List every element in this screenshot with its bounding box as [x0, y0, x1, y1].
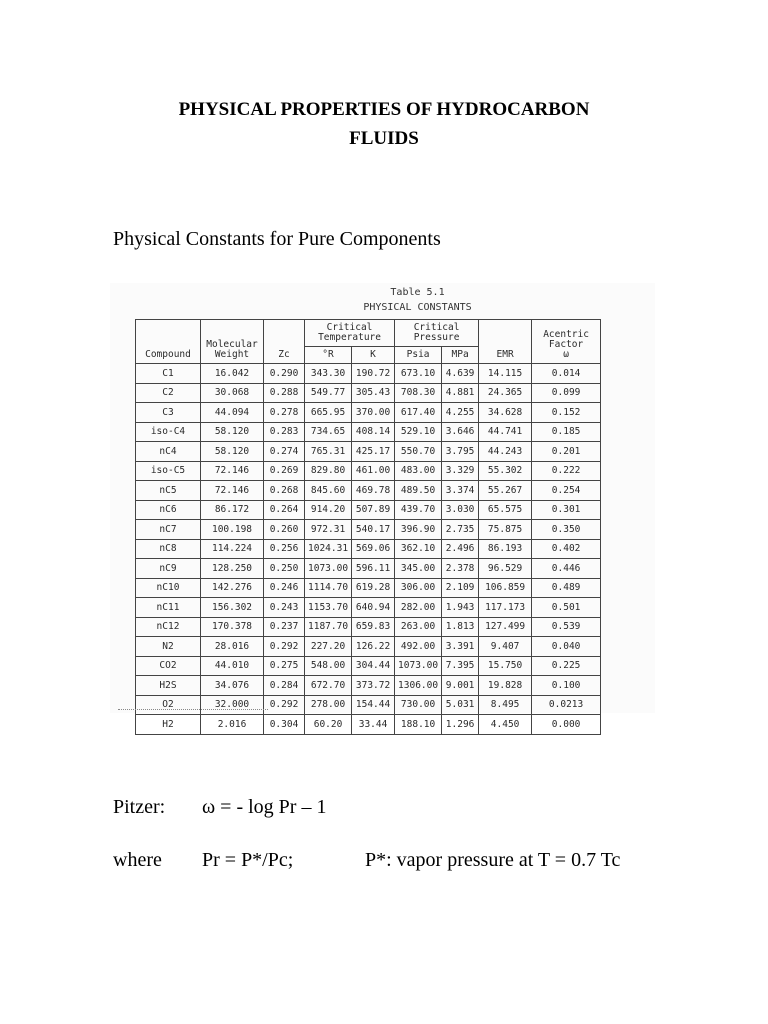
physical-constants-table — [135, 319, 601, 735]
cell-temp-r: 343.30 — [305, 364, 352, 384]
cell-emr: 9.407 — [479, 637, 532, 657]
cell-pressure-mpa: 3.391 — [442, 637, 479, 657]
cell-pressure-mpa: 1.943 — [442, 598, 479, 618]
cell-temp-k: 461.00 — [352, 461, 395, 481]
section-heading: Physical Constants for Pure Components — [113, 228, 441, 250]
cell-zc: 0.292 — [264, 695, 305, 715]
cell-molecular-weight: 72.146 — [201, 481, 264, 501]
cell-zc: 0.283 — [264, 422, 305, 442]
cell-pressure-mpa: 3.329 — [442, 461, 479, 481]
cell-molecular-weight: 128.250 — [201, 559, 264, 579]
cell-emr: 96.529 — [479, 559, 532, 579]
table-caption: Table 5.1 — [390, 287, 445, 298]
cell-temp-r: 1073.00 — [305, 559, 352, 579]
cell-acentric-factor: 0.222 — [532, 461, 601, 481]
cell-compound: nC11 — [136, 598, 201, 618]
cell-pressure-psia: 362.10 — [395, 539, 442, 559]
cell-molecular-weight: 32.000 — [201, 695, 264, 715]
cell-molecular-weight: 30.068 — [201, 383, 264, 403]
cell-emr: 106.859 — [479, 578, 532, 598]
table-row — [136, 598, 601, 618]
cell-zc: 0.264 — [264, 500, 305, 520]
cell-acentric-factor: 0.040 — [532, 637, 601, 657]
cell-pressure-mpa: 2.735 — [442, 520, 479, 540]
cell-acentric-factor: 0.152 — [532, 403, 601, 423]
cell-temp-r: 665.95 — [305, 403, 352, 423]
cell-molecular-weight: 16.042 — [201, 364, 264, 384]
cell-compound: CO2 — [136, 656, 201, 676]
reduced-pressure-definition: Pr = P*/Pc; — [202, 849, 294, 871]
cell-zc: 0.237 — [264, 617, 305, 637]
cell-pressure-psia: 673.10 — [395, 364, 442, 384]
cell-temp-k: 425.17 — [352, 442, 395, 462]
cell-compound: O2 — [136, 695, 201, 715]
cell-temp-r: 548.00 — [305, 656, 352, 676]
cell-acentric-factor: 0.201 — [532, 442, 601, 462]
cell-compound: N2 — [136, 637, 201, 657]
cell-temp-k: 659.83 — [352, 617, 395, 637]
cell-pressure-mpa: 2.109 — [442, 578, 479, 598]
cell-acentric-factor: 0.446 — [532, 559, 601, 579]
cell-temp-k: 190.72 — [352, 364, 395, 384]
table-row — [136, 481, 601, 501]
table-row — [136, 442, 601, 462]
table-row — [136, 539, 601, 559]
cell-compound: C2 — [136, 383, 201, 403]
cell-emr: 55.302 — [479, 461, 532, 481]
cell-pressure-mpa: 2.496 — [442, 539, 479, 559]
vapor-pressure-definition: P*: vapor pressure at T = 0.7 Tc — [365, 849, 621, 871]
cell-pressure-psia: 306.00 — [395, 578, 442, 598]
cell-zc: 0.278 — [264, 403, 305, 423]
cell-temp-r: 1114.70 — [305, 578, 352, 598]
cell-molecular-weight: 170.378 — [201, 617, 264, 637]
cell-temp-r: 765.31 — [305, 442, 352, 462]
cell-compound: H2S — [136, 676, 201, 696]
cell-emr: 86.193 — [479, 539, 532, 559]
cell-emr: 44.741 — [479, 422, 532, 442]
cell-pressure-psia: 282.00 — [395, 598, 442, 618]
cell-pressure-psia: 345.00 — [395, 559, 442, 579]
cell-acentric-factor: 0.000 — [532, 715, 601, 735]
cell-emr: 24.365 — [479, 383, 532, 403]
table-row — [136, 422, 601, 442]
cell-emr: 75.875 — [479, 520, 532, 540]
cell-acentric-factor: 0.099 — [532, 383, 601, 403]
cell-pressure-psia: 263.00 — [395, 617, 442, 637]
cell-pressure-mpa: 7.395 — [442, 656, 479, 676]
cell-zc: 0.246 — [264, 578, 305, 598]
cell-pressure-mpa: 1.813 — [442, 617, 479, 637]
cell-temp-k: 154.44 — [352, 695, 395, 715]
cell-molecular-weight: 58.120 — [201, 422, 264, 442]
cell-acentric-factor: 0.539 — [532, 617, 601, 637]
cell-temp-r: 972.31 — [305, 520, 352, 540]
cell-temp-r: 60.20 — [305, 715, 352, 735]
cell-emr: 55.267 — [479, 481, 532, 501]
cell-pressure-mpa: 5.031 — [442, 695, 479, 715]
cell-compound: C1 — [136, 364, 201, 384]
cell-pressure-mpa: 2.378 — [442, 559, 479, 579]
cell-pressure-psia: 396.90 — [395, 520, 442, 540]
cell-pressure-mpa: 3.374 — [442, 481, 479, 501]
table-row — [136, 364, 601, 384]
cell-emr: 8.495 — [479, 695, 532, 715]
title-line-2: FLUIDS — [349, 128, 419, 149]
table-row — [136, 637, 601, 657]
header-zc: Zc — [264, 320, 305, 364]
cell-emr: 44.243 — [479, 442, 532, 462]
cell-compound: nC5 — [136, 481, 201, 501]
cell-compound: C3 — [136, 403, 201, 423]
table-body — [136, 364, 601, 735]
cell-temp-r: 829.80 — [305, 461, 352, 481]
cell-acentric-factor: 0.0213 — [532, 695, 601, 715]
cell-molecular-weight: 44.010 — [201, 656, 264, 676]
cell-temp-r: 1153.70 — [305, 598, 352, 618]
cell-molecular-weight: 28.016 — [201, 637, 264, 657]
cell-temp-k: 540.17 — [352, 520, 395, 540]
cell-molecular-weight: 114.224 — [201, 539, 264, 559]
cell-pressure-mpa: 4.255 — [442, 403, 479, 423]
cell-compound: iso-C4 — [136, 422, 201, 442]
header-compound: Compound — [136, 320, 201, 364]
cell-temp-r: 914.20 — [305, 500, 352, 520]
cell-pressure-psia: 492.00 — [395, 637, 442, 657]
cell-pressure-psia: 1073.00 — [395, 656, 442, 676]
cell-molecular-weight: 72.146 — [201, 461, 264, 481]
cell-compound: nC12 — [136, 617, 201, 637]
cell-temp-k: 370.00 — [352, 403, 395, 423]
cell-zc: 0.256 — [264, 539, 305, 559]
cell-temp-k: 126.22 — [352, 637, 395, 657]
cell-compound: H2 — [136, 715, 201, 735]
header-critical-pressure: Critical Pressure — [395, 320, 479, 347]
pitzer-equation: ω = - log Pr – 1 — [202, 796, 327, 818]
cell-temp-k: 569.06 — [352, 539, 395, 559]
page-title — [0, 95, 768, 153]
cell-pressure-psia: 730.00 — [395, 695, 442, 715]
cell-pressure-mpa: 3.030 — [442, 500, 479, 520]
title-line-1: PHYSICAL PROPERTIES OF HYDROCARBON — [178, 99, 590, 120]
cell-pressure-mpa: 1.296 — [442, 715, 479, 735]
cell-zc: 0.268 — [264, 481, 305, 501]
cell-pressure-psia: 550.70 — [395, 442, 442, 462]
cell-molecular-weight: 2.016 — [201, 715, 264, 735]
table-row — [136, 676, 601, 696]
header-acentric-factor: Acentric Factor ω — [532, 320, 601, 364]
table-row — [136, 403, 601, 423]
cell-acentric-factor: 0.402 — [532, 539, 601, 559]
cell-temp-k: 596.11 — [352, 559, 395, 579]
cell-emr: 19.828 — [479, 676, 532, 696]
table-row — [136, 383, 601, 403]
table-row — [136, 715, 601, 735]
header-temp-r: °R — [305, 347, 352, 364]
cell-pressure-psia: 617.40 — [395, 403, 442, 423]
cell-zc: 0.250 — [264, 559, 305, 579]
cell-compound: iso-C5 — [136, 461, 201, 481]
cell-emr: 34.628 — [479, 403, 532, 423]
cell-emr: 15.750 — [479, 656, 532, 676]
cell-pressure-mpa: 3.646 — [442, 422, 479, 442]
table-row — [136, 520, 601, 540]
cell-temp-k: 507.89 — [352, 500, 395, 520]
cell-compound: nC9 — [136, 559, 201, 579]
cell-temp-r: 845.60 — [305, 481, 352, 501]
cell-temp-k: 619.28 — [352, 578, 395, 598]
scan-footer-mark — [118, 709, 268, 713]
cell-acentric-factor: 0.014 — [532, 364, 601, 384]
cell-acentric-factor: 0.254 — [532, 481, 601, 501]
cell-zc: 0.292 — [264, 637, 305, 657]
cell-temp-k: 305.43 — [352, 383, 395, 403]
table-row — [136, 617, 601, 637]
cell-acentric-factor: 0.501 — [532, 598, 601, 618]
cell-emr: 117.173 — [479, 598, 532, 618]
cell-zc: 0.243 — [264, 598, 305, 618]
cell-molecular-weight: 58.120 — [201, 442, 264, 462]
scanned-table-image — [110, 283, 655, 730]
cell-molecular-weight: 44.094 — [201, 403, 264, 423]
cell-temp-k: 373.72 — [352, 676, 395, 696]
cell-temp-r: 278.00 — [305, 695, 352, 715]
cell-temp-r: 1024.31 — [305, 539, 352, 559]
cell-zc: 0.290 — [264, 364, 305, 384]
cell-acentric-factor: 0.225 — [532, 656, 601, 676]
cell-pressure-psia: 1306.00 — [395, 676, 442, 696]
header-molecular-weight: Molecular Weight — [201, 320, 264, 364]
cell-zc: 0.288 — [264, 383, 305, 403]
cell-temp-k: 640.94 — [352, 598, 395, 618]
cell-molecular-weight: 86.172 — [201, 500, 264, 520]
cell-pressure-mpa: 9.001 — [442, 676, 479, 696]
cell-compound: nC4 — [136, 442, 201, 462]
cell-temp-k: 33.44 — [352, 715, 395, 735]
cell-zc: 0.284 — [264, 676, 305, 696]
table-row — [136, 500, 601, 520]
cell-pressure-mpa: 3.795 — [442, 442, 479, 462]
cell-zc: 0.260 — [264, 520, 305, 540]
cell-compound: nC7 — [136, 520, 201, 540]
pitzer-label: Pitzer: — [113, 796, 166, 818]
cell-zc: 0.274 — [264, 442, 305, 462]
cell-temp-r: 227.20 — [305, 637, 352, 657]
cell-temp-k: 408.14 — [352, 422, 395, 442]
cell-acentric-factor: 0.185 — [532, 422, 601, 442]
cell-compound: nC10 — [136, 578, 201, 598]
header-critical-temperature: Critical Temperature — [305, 320, 395, 347]
cell-molecular-weight: 142.276 — [201, 578, 264, 598]
cell-emr: 127.499 — [479, 617, 532, 637]
cell-molecular-weight: 100.198 — [201, 520, 264, 540]
cell-acentric-factor: 0.301 — [532, 500, 601, 520]
cell-pressure-mpa: 4.639 — [442, 364, 479, 384]
cell-acentric-factor: 0.100 — [532, 676, 601, 696]
cell-emr: 14.115 — [479, 364, 532, 384]
cell-temp-r: 672.70 — [305, 676, 352, 696]
cell-temp-r: 549.77 — [305, 383, 352, 403]
table-row — [136, 656, 601, 676]
cell-emr: 4.450 — [479, 715, 532, 735]
cell-compound: nC8 — [136, 539, 201, 559]
cell-compound: nC6 — [136, 500, 201, 520]
header-emr: EMR — [479, 320, 532, 364]
cell-temp-r: 1187.70 — [305, 617, 352, 637]
where-label: where — [113, 849, 162, 871]
cell-zc: 0.304 — [264, 715, 305, 735]
cell-temp-r: 734.65 — [305, 422, 352, 442]
cell-molecular-weight: 34.076 — [201, 676, 264, 696]
table-row — [136, 559, 601, 579]
cell-temp-k: 469.78 — [352, 481, 395, 501]
header-pressure-mpa: MPa — [442, 347, 479, 364]
cell-zc: 0.269 — [264, 461, 305, 481]
cell-pressure-psia: 188.10 — [395, 715, 442, 735]
cell-pressure-psia: 439.70 — [395, 500, 442, 520]
cell-pressure-psia: 489.50 — [395, 481, 442, 501]
table-row — [136, 461, 601, 481]
cell-acentric-factor: 0.489 — [532, 578, 601, 598]
cell-molecular-weight: 156.302 — [201, 598, 264, 618]
cell-pressure-mpa: 4.881 — [442, 383, 479, 403]
cell-emr: 65.575 — [479, 500, 532, 520]
cell-acentric-factor: 0.350 — [532, 520, 601, 540]
cell-temp-k: 304.44 — [352, 656, 395, 676]
table-row — [136, 578, 601, 598]
header-pressure-psia: Psia — [395, 347, 442, 364]
cell-zc: 0.275 — [264, 656, 305, 676]
cell-pressure-psia: 483.00 — [395, 461, 442, 481]
cell-pressure-psia: 708.30 — [395, 383, 442, 403]
cell-pressure-psia: 529.10 — [395, 422, 442, 442]
header-temp-k: K — [352, 347, 395, 364]
table-subcaption: PHYSICAL CONSTANTS — [363, 302, 472, 313]
